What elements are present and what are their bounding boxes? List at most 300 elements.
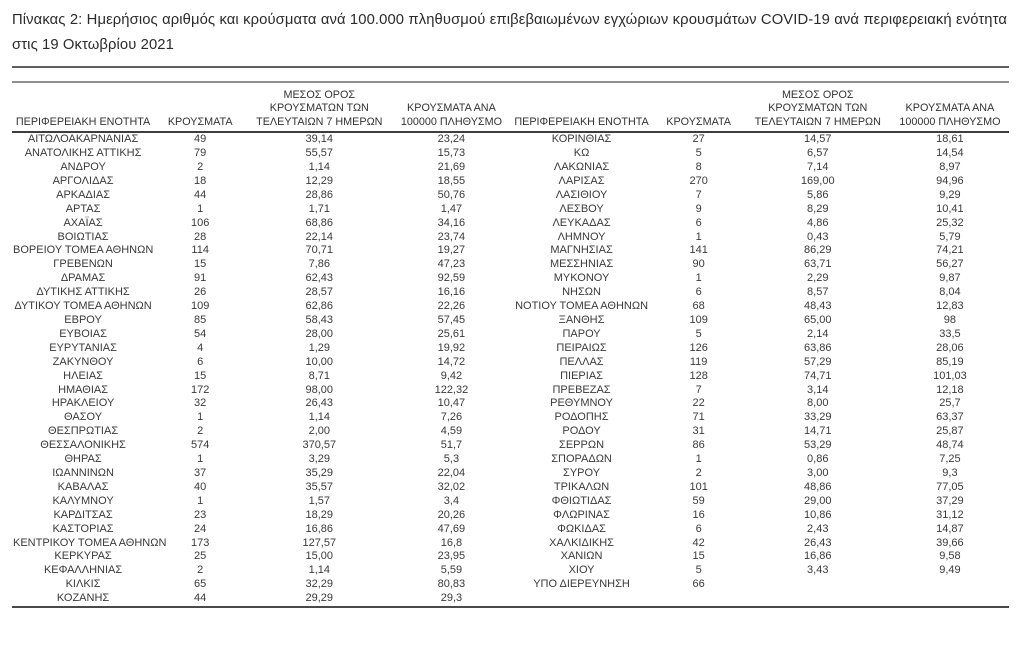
per100k-cell: 14,54 [936, 147, 964, 160]
region-name-cell: ΑΝΔΡΟΥ [60, 161, 106, 174]
per100k-cell: 25,61 [437, 327, 466, 340]
avg7-cell: 53,29 [803, 439, 832, 452]
cases-cell: 1 [197, 202, 204, 215]
region-name-cell: ΛΑΚΩΝΙΑΣ [553, 161, 610, 174]
cases-cell: 1 [197, 494, 204, 507]
cases-cell: 27 [692, 133, 705, 146]
avg7-cell: 26,43 [305, 397, 334, 410]
region-name-cell: ΚΙΛΚΙΣ [65, 578, 101, 591]
cases-cell: 5 [695, 147, 702, 160]
avg7-cell: 3,43 [807, 564, 829, 577]
region-name-cell: ΕΥΒΟΙΑΣ [59, 327, 107, 340]
avg7-cell: 2,14 [807, 327, 829, 340]
table-row [12, 203, 1009, 217]
table-row [12, 356, 1009, 370]
table-row [12, 509, 1009, 523]
avg7-cell: 0,86 [807, 453, 829, 466]
region-name-cell: ΦΘΙΩΤΙΔΑΣ [551, 494, 612, 507]
per100k-cell: 19,92 [437, 341, 466, 354]
region-name-cell: ΛΗΜΝΟΥ [557, 230, 606, 243]
region-name-cell: ΠΑΡΟΥ [562, 327, 601, 340]
cases-cell: 5 [695, 564, 702, 577]
per100k-cell: 9,29 [939, 188, 961, 201]
avg7-cell: 1,57 [308, 494, 330, 507]
region-name-cell: ΥΠΟ ΔΙΕΡΕΥΝΗΣΗ [533, 578, 630, 591]
covid-cases-table [12, 81, 1009, 608]
avg7-cell: 10,00 [305, 355, 334, 368]
cases-cell: 5 [695, 327, 702, 340]
per100k-cell: 5,79 [939, 230, 961, 243]
per100k-cell: 25,7 [939, 397, 961, 410]
cases-cell: 86 [692, 439, 705, 452]
cases-cell: 44 [194, 592, 207, 605]
avg7-cell: 370,57 [302, 439, 337, 452]
cases-cell: 49 [194, 133, 207, 146]
region-name-cell: ΛΕΣΒΟΥ [559, 202, 604, 215]
cases-cell: 65 [194, 578, 207, 591]
table-row [12, 439, 1009, 453]
avg7-cell: 68,86 [305, 216, 334, 229]
region-name-cell: ΘΑΣΟΥ [64, 411, 103, 424]
avg7-cell: 3,00 [807, 466, 829, 479]
table-row [12, 550, 1009, 564]
avg7-cell: 12,29 [305, 174, 334, 187]
per100k-cell: 23,95 [437, 550, 466, 563]
avg7-cell: 7,14 [807, 161, 829, 174]
cases-cell: 42 [692, 536, 705, 549]
per100k-cell: 5,3 [443, 453, 460, 466]
table-row [12, 258, 1009, 272]
avg7-cell: 10,86 [803, 508, 832, 521]
avg7-cell: 74,71 [803, 369, 832, 382]
per100k-cell: 51,7 [440, 439, 463, 452]
per100k-cell: 22,26 [437, 300, 466, 313]
per100k-cell: 18,61 [936, 133, 964, 146]
cases-cell: 16 [692, 508, 705, 521]
avg7-cell: 48,86 [803, 480, 832, 493]
avg7-cell: 26,43 [803, 536, 832, 549]
region-name-cell: ΔΡΑΜΑΣ [60, 272, 106, 285]
per100k-cell: 29,3 [440, 592, 463, 605]
col-header-per100k-left: ΚΡΟΥΣΜΑΤΑ ΑΝΑ 100000 ΠΛΗΘΥΣΜΟ [392, 82, 510, 132]
avg7-cell: 5,86 [807, 188, 829, 201]
per100k-cell: 57,45 [437, 314, 466, 326]
region-name-cell: ΤΡΙΚΑΛΩΝ [553, 480, 610, 493]
cases-cell: 172 [191, 383, 210, 396]
avg7-cell: 39,14 [305, 133, 334, 146]
table-row [12, 564, 1009, 578]
table-row [12, 523, 1009, 537]
region-name-cell: ΝΗΣΩΝ [562, 286, 601, 299]
cases-cell: 2 [197, 161, 204, 174]
avg7-cell: 48,43 [803, 300, 832, 313]
table-row [12, 467, 1009, 481]
region-name-cell: ΡΕΘΥΜΝΟΥ [550, 397, 613, 410]
per100k-cell: 74,21 [936, 244, 964, 257]
cases-cell [653, 592, 745, 607]
avg7-cell: 58,43 [305, 314, 334, 326]
region-name-cell: ΑΡΤΑΣ [65, 202, 101, 215]
avg7-cell: 1,71 [308, 202, 330, 215]
region-name-cell: ΒΟΙΩΤΙΑΣ [57, 230, 109, 243]
avg7-cell: 65,00 [803, 314, 832, 326]
region-name-cell: ΚΑΣΤΟΡΙΑΣ [52, 522, 114, 535]
region-name-cell: ΜΥΚΟΝΟΥ [553, 272, 610, 285]
per100k-cell: 28,06 [936, 341, 964, 354]
cases-cell: 6 [197, 355, 204, 368]
avg7-cell: 33,29 [803, 411, 832, 424]
avg7-cell: 3,14 [807, 383, 829, 396]
table-row [12, 384, 1009, 398]
cases-cell: 40 [194, 480, 207, 493]
avg7-cell: 86,29 [803, 244, 832, 257]
region-name-cell: ΚΑΛΥΜΝΟΥ [52, 494, 114, 507]
cases-cell: 90 [692, 258, 705, 271]
region-name-cell: ΝΟΤΙΟΥ ΤΟΜΕΑ ΑΘΗΝΩΝ [515, 300, 649, 313]
table-row [12, 217, 1009, 231]
per100k-cell: 7,25 [939, 453, 961, 466]
per100k-cell: 37,29 [936, 494, 964, 507]
title-divider [12, 66, 1009, 68]
per100k-cell: 23,74 [437, 230, 466, 243]
per100k-cell: 15,73 [437, 147, 466, 160]
cases-cell: 26 [194, 286, 207, 299]
cases-cell: 1 [197, 453, 204, 466]
avg7-cell: 16,86 [305, 522, 334, 535]
cases-cell: 15 [194, 258, 207, 271]
per100k-cell: 33,5 [939, 327, 961, 340]
region-name-cell: ΛΑΡΙΣΑΣ [558, 174, 605, 187]
per100k-cell: 92,59 [437, 272, 466, 285]
region-name-cell: ΑΡΓΟΛΙΔΑΣ [52, 174, 114, 187]
region-name-cell: ΖΑΚΥΝΘΟΥ [52, 355, 114, 368]
per100k-cell: 56,27 [936, 258, 964, 271]
per100k-cell: 122,32 [434, 383, 469, 396]
per100k-cell: 9,58 [939, 550, 961, 563]
table-row [12, 578, 1009, 592]
region-name-cell: ΚΟΖΑΝΗΣ [56, 592, 110, 605]
table-row [12, 537, 1009, 551]
region-name-cell: ΕΥΡΥΤΑΝΙΑΣ [49, 341, 117, 354]
cases-cell: 6 [695, 216, 702, 229]
per100k-cell: 16,8 [440, 536, 463, 549]
per100k-cell [891, 592, 1009, 607]
table-body [12, 132, 1009, 607]
cases-cell: 91 [194, 272, 207, 285]
col-header-avg7-left: ΜΕΣΟΣ ΟΡΟΣ ΚΡΟΥΣΜΑΤΩΝ ΤΩΝ ΤΕΛΕΥΤΑΙΩΝ 7 ΗΜΕΡΩΝ [246, 82, 392, 132]
per100k-cell: 63,37 [936, 411, 964, 424]
cases-cell: 1 [695, 272, 702, 285]
region-name-cell: ΘΕΣΣΑΛΟΝΙΚΗΣ [40, 439, 126, 452]
avg7-cell: 14,57 [803, 133, 832, 146]
per100k-cell: 1,47 [440, 202, 463, 215]
avg7-cell: 63,86 [803, 341, 832, 354]
avg7-cell: 62,86 [305, 300, 334, 313]
region-name-cell: ΣΠΟΡΑΔΩΝ [551, 453, 612, 466]
region-name-cell: ΞΑΝΘΗΣ [558, 314, 605, 326]
cases-cell: 141 [689, 244, 708, 257]
table-row [12, 328, 1009, 342]
avg7-cell: 2,00 [308, 425, 330, 438]
table-row [12, 161, 1009, 175]
cases-cell: 109 [191, 300, 210, 313]
avg7-cell: 3,29 [308, 453, 330, 466]
per100k-cell: 21,69 [437, 161, 466, 174]
avg7-cell: 8,00 [807, 397, 829, 410]
region-name-cell: ΗΜΑΘΙΑΣ [58, 383, 109, 396]
avg7-cell: 169,00 [800, 174, 835, 187]
table-header-row [12, 82, 1009, 132]
avg7-cell: 63,71 [803, 258, 832, 271]
per100k-cell: 5,59 [440, 564, 463, 577]
region-name-cell: ΚΟΡΙΝΘΙΑΣ [551, 133, 612, 146]
cases-cell: 59 [692, 494, 705, 507]
avg7-cell: 8,57 [807, 286, 829, 299]
cases-cell: 31 [692, 425, 705, 438]
region-name-cell: ΑΧΑΪΑΣ [63, 216, 103, 229]
table-row [12, 132, 1009, 147]
cases-cell: 1 [695, 453, 702, 466]
per100k-cell: 19,27 [437, 244, 466, 257]
per100k-cell: 12,18 [936, 383, 964, 396]
table-row [12, 231, 1009, 245]
per100k-cell: 47,69 [437, 522, 466, 535]
table-row [12, 411, 1009, 425]
per100k-cell: 8,04 [939, 286, 961, 299]
table-row [12, 189, 1009, 203]
avg7-cell: 4,86 [807, 216, 829, 229]
region-name-cell: ΚΑΒΑΛΑΣ [57, 480, 109, 493]
region-name-cell: ΜΑΓΝΗΣΙΑΣ [550, 244, 613, 257]
cases-cell: 128 [689, 369, 708, 382]
cases-cell: 6 [695, 522, 702, 535]
avg7-cell: 15,00 [305, 550, 334, 563]
per100k-cell: 25,87 [936, 425, 964, 438]
per100k-cell: 9,49 [939, 564, 961, 577]
col-header-avg7-right: ΜΕΣΟΣ ΟΡΟΣ ΚΡΟΥΣΜΑΤΩΝ ΤΩΝ ΤΕΛΕΥΤΑΙΩΝ 7 ΗΜΕΡΩΝ [745, 82, 891, 132]
cases-cell: 114 [191, 244, 209, 257]
col-header-cases-right: ΚΡΟΥΣΜΑΤΑ [653, 82, 745, 132]
region-name-cell: ΧΑΛΚΙΔΙΚΗΣ [549, 536, 614, 549]
region-name-cell: ΔΥΤΙΚΗΣ ΑΤΤΙΚΗΣ [36, 286, 130, 299]
per100k-cell: 16,16 [437, 286, 466, 299]
table-row [12, 147, 1009, 161]
cases-cell: 66 [692, 578, 705, 591]
region-name-cell: ΗΡΑΚΛΕΙΟΥ [51, 397, 115, 410]
cases-cell: 4 [197, 341, 204, 354]
per100k-cell: 77,05 [936, 480, 964, 493]
avg7-cell: 8,29 [807, 202, 829, 215]
cases-cell: 44 [194, 188, 207, 201]
avg7-cell: 55,57 [305, 147, 334, 160]
avg7-cell: 22,14 [305, 230, 334, 243]
region-name-cell: ΓΡΕΒΕΝΩΝ [53, 258, 113, 271]
per100k-cell: 8,97 [939, 161, 961, 174]
avg7-cell: 35,29 [305, 466, 334, 479]
per100k-cell [891, 578, 1009, 592]
avg7-cell: 6,57 [807, 147, 829, 160]
avg7-cell: 127,57 [302, 536, 337, 549]
region-name-cell: ΑΡΚΑΔΙΑΣ [56, 188, 111, 201]
region-name-cell: ΗΛΕΙΑΣ [63, 369, 103, 382]
col-header-region-right: ΠΕΡΙΦΕΡΕΙΑΚΗ ΕΝΟΤΗΤΑ [510, 82, 652, 132]
table-row [12, 397, 1009, 411]
cases-cell: 68 [692, 300, 705, 313]
per100k-cell: 14,87 [936, 522, 964, 535]
table-row [12, 300, 1009, 314]
table-row [12, 425, 1009, 439]
cases-cell: 109 [689, 314, 708, 326]
avg7-cell: 1,14 [308, 411, 330, 424]
avg7-cell: 2,29 [807, 272, 829, 285]
cases-cell: 173 [191, 536, 210, 549]
table-row [12, 286, 1009, 300]
region-name-cell: ΠΡΕΒΕΖΑΣ [552, 383, 611, 396]
cases-cell: 9 [695, 202, 702, 215]
per100k-cell: 10,41 [936, 202, 964, 215]
region-name-cell: ΑΝΑΤΟΛΙΚΗΣ ΑΤΤΙΚΗΣ [24, 147, 142, 160]
per100k-cell: 10,47 [437, 397, 466, 410]
cases-cell: 32 [194, 397, 207, 410]
avg7-cell: 7,86 [308, 258, 330, 271]
per100k-cell: 9,3 [942, 466, 958, 479]
region-name-cell: ΡΟΔΟΠΗΣ [554, 411, 609, 424]
table-row [12, 481, 1009, 495]
col-header-cases-left: ΚΡΟΥΣΜΑΤΑ [154, 82, 246, 132]
per100k-cell: 48,74 [936, 439, 964, 452]
region-name-cell: ΚΩ [573, 147, 590, 160]
avg7-cell: 1,14 [308, 161, 330, 174]
region-name-cell: ΒΟΡΕΙΟΥ ΤΟΜΕΑ ΑΘΗΝΩΝ [13, 244, 154, 257]
per100k-cell: 34,16 [437, 216, 466, 229]
region-name-cell: ΛΑΣΙΘΙΟΥ [555, 188, 608, 201]
avg7-cell: 18,29 [305, 508, 334, 521]
per100k-cell: 3,4 [443, 494, 460, 507]
cases-cell: 101 [689, 480, 708, 493]
avg7-cell [745, 592, 891, 607]
avg7-cell: 62,43 [305, 272, 334, 285]
region-name-cell: ΚΑΡΔΙΤΣΑΣ [53, 508, 113, 521]
region-name-cell: ΦΩΚΙΔΑΣ [557, 522, 606, 535]
cases-cell: 37 [194, 466, 207, 479]
table-row [12, 314, 1009, 328]
per100k-cell: 39,66 [936, 536, 964, 549]
per100k-cell: 85,19 [936, 355, 964, 368]
cases-cell: 18 [194, 174, 207, 187]
avg7-cell: 28,86 [305, 188, 334, 201]
table-row [12, 342, 1009, 356]
per100k-cell: 20,26 [437, 508, 466, 521]
region-name-cell: ΚΕΝΤΡΙΚΟΥ ΤΟΜΕΑ ΑΘΗΝΩΝ [13, 536, 167, 549]
cases-cell: 15 [692, 550, 705, 563]
region-name-cell: ΑΙΤΩΛΟΑΚΑΡΝΑΝΙΑΣ [27, 133, 139, 146]
table-row [12, 244, 1009, 258]
avg7-cell: 57,29 [803, 355, 832, 368]
cases-cell: 25 [194, 550, 207, 563]
cases-cell: 119 [689, 355, 708, 368]
avg7-cell: 2,43 [807, 522, 829, 535]
cases-cell: 6 [695, 286, 702, 299]
per100k-cell: 7,26 [440, 411, 463, 424]
region-name-cell: ΠΕΙΡΑΙΩΣ [556, 341, 607, 354]
avg7-cell: 70,71 [305, 244, 334, 257]
cases-cell: 71 [692, 411, 705, 424]
region-name-cell: ΧΙΟΥ [568, 564, 595, 577]
table-row [12, 453, 1009, 467]
col-header-region-left: ΠΕΡΙΦΕΡΕΙΑΚΗ ΕΝΟΤΗΤΑ [12, 82, 154, 132]
region-name-cell: ΠΕΛΛΑΣ [559, 355, 604, 368]
table-row [12, 495, 1009, 509]
per100k-cell: 9,42 [440, 369, 463, 382]
cases-cell: 8 [695, 161, 702, 174]
avg7-cell: 32,29 [305, 578, 334, 591]
cases-cell: 574 [191, 439, 210, 452]
per100k-cell: 98 [943, 314, 957, 326]
region-name-cell [510, 592, 652, 607]
per100k-cell: 4,59 [440, 425, 463, 438]
cases-cell: 15 [194, 369, 207, 382]
region-name-cell: ΚΕΡΚΥΡΑΣ [54, 550, 112, 563]
avg7-cell: 35,57 [305, 480, 334, 493]
cases-cell: 23 [194, 508, 207, 521]
avg7-cell: 28,57 [305, 286, 334, 299]
avg7-cell: 98,00 [305, 383, 334, 396]
per100k-cell: 32,02 [437, 480, 466, 493]
region-name-cell: ΠΙΕΡΙΑΣ [560, 369, 603, 382]
cases-cell: 270 [689, 174, 708, 187]
cases-cell: 7 [695, 188, 702, 201]
cases-cell: 7 [695, 383, 702, 396]
per100k-cell: 47,23 [437, 258, 466, 271]
per100k-cell: 80,83 [437, 578, 466, 591]
per100k-cell: 18,55 [437, 174, 466, 187]
region-name-cell: ΡΟΔΟΥ [562, 425, 601, 438]
cases-cell: 106 [191, 216, 210, 229]
region-name-cell: ΘΗΡΑΣ [64, 453, 102, 466]
cases-cell: 28 [194, 230, 207, 243]
avg7-cell: 16,86 [803, 550, 832, 563]
avg7-cell: 29,29 [305, 592, 334, 605]
region-name-cell: ΛΕΥΚΑΔΑΣ [552, 216, 611, 229]
avg7-cell: 14,71 [803, 425, 832, 438]
per100k-cell: 50,76 [437, 188, 466, 201]
col-header-per100k-right: ΚΡΟΥΣΜΑΤΑ ΑΝΑ 100000 ΠΛΗΘΥΣΜΟ [891, 82, 1009, 132]
per100k-cell: 31,12 [936, 508, 964, 521]
avg7-cell: 1,14 [308, 564, 330, 577]
region-name-cell: ΔΥΤΙΚΟΥ ΤΟΜΕΑ ΑΘΗΝΩΝ [14, 300, 152, 313]
table-row [12, 370, 1009, 384]
avg7-cell: 8,71 [308, 369, 330, 382]
region-name-cell: ΣΥΡΟΥ [563, 466, 601, 479]
table-row [12, 592, 1009, 607]
avg7-cell: 1,29 [308, 341, 330, 354]
table-row [12, 272, 1009, 286]
cases-cell: 1 [695, 230, 702, 243]
avg7-cell: 28,00 [305, 327, 334, 340]
avg7-cell [745, 578, 891, 592]
region-name-cell: ΘΕΣΠΡΩΤΙΑΣ [48, 425, 119, 438]
region-name-cell: ΕΒΡΟΥ [64, 314, 102, 326]
cases-cell: 2 [695, 466, 702, 479]
per100k-cell: 14,72 [437, 355, 466, 368]
region-name-cell: ΚΕΦΑΛΛΗΝΙΑΣ [43, 564, 123, 577]
region-name-cell: ΜΕΣΣΗΝΙΑΣ [549, 258, 614, 271]
cases-cell: 126 [689, 341, 708, 354]
per100k-cell: 22,04 [437, 466, 466, 479]
region-name-cell: ΣΕΡΡΩΝ [559, 439, 605, 452]
cases-cell: 85 [194, 314, 207, 326]
region-name-cell: ΦΛΩΡΙΝΑΣ [553, 508, 610, 521]
